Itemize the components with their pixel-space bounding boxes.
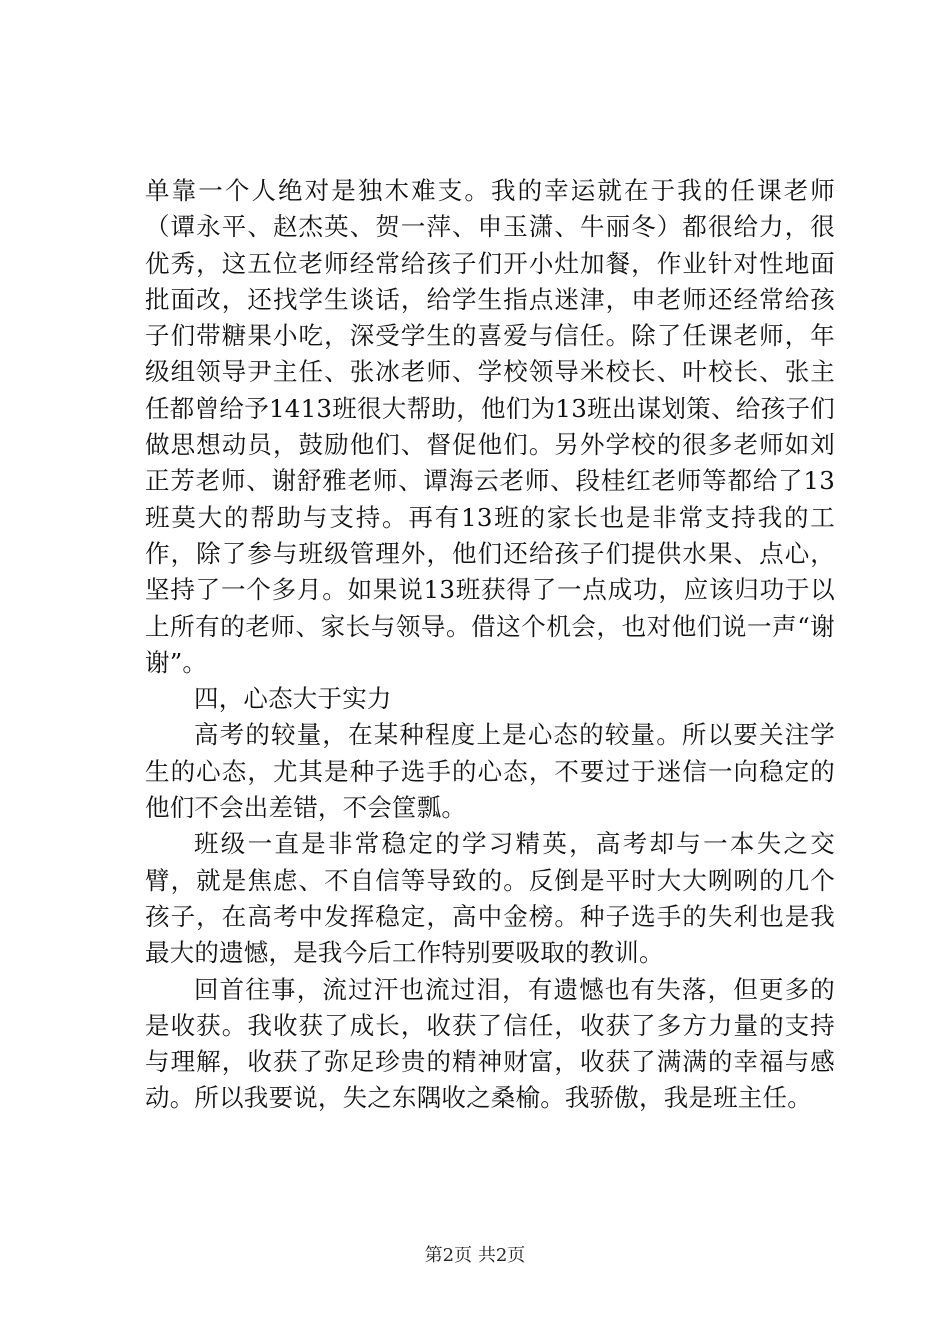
paragraph-thanks: 单靠一个人绝对是独木难支。我的幸运就在于我的任课老师（谭永平、赵杰英、贺一萍、申玉潇、牛丽冬）都很给力，很优秀，这五位老师经常给孩子们开小灶加餐，作业针对性地面批面改，还找学生谈话，给学生指点迷津，申老师还经常给孩子们带糖果小吃，深受学生的喜爱与信任。除了任课老师，年级组领导尹主任、张冰老师、学校领导米校长、叶校长、张主任都曾给予1413班很大帮助，他们为13班出谋划策、给孩子们做思想动员，鼓励他们、督促他们。另外学校的很多老师如刘正芳老师、谢舒雅老师、谭海云老师、段桂红老师等都给了13班莫大的帮助与支持。再有13班的家长也是非常支持我的工作，除了参与班级管理外，他们还给孩子们提供水果、点心，坚持了一个多月。如果说13班获得了一点成功，应该归功于以上所有的老师、家长与领导。借这个机会，也对他们说一声“谢谢”。 [145,176,835,677]
paragraph-conclusion: 回首往事，流过汗也流过泪，有遗憾也有失落，但更多的是收获。我收获了成长，收获了信任，收获了多方力量的支持与理解，收获了弥足珍贵的精神财富，收获了满满的幸福与感动。所以我要说，失之东隅收之桑榆。我骄傲，我是班主任。 [145,974,835,1113]
section-heading: 四，心态大于实力 [194,684,392,714]
page-number-footer: 第2页 共2页 [424,1245,526,1266]
paragraph-lesson: 班级一直是非常稳定的学习精英，高考却与一本失之交臂，就是焦虑、不自信等导致的。反倒是平时大大咧咧的几个孩子，在高考中发挥稳定，高中金榜。种子选手的失利也是我最大的遗憾，是我今后工作特别要吸取的教训。 [145,829,835,968]
paragraph-mindset: 高考的较量，在某种程度上是心态的较量。所以要关注学生的心态，尤其是种子选手的心态，不要过于迷信一向稳定的他们不会出差错，不会筐瓢。 [145,720,835,823]
document-body [145,173,835,1117]
